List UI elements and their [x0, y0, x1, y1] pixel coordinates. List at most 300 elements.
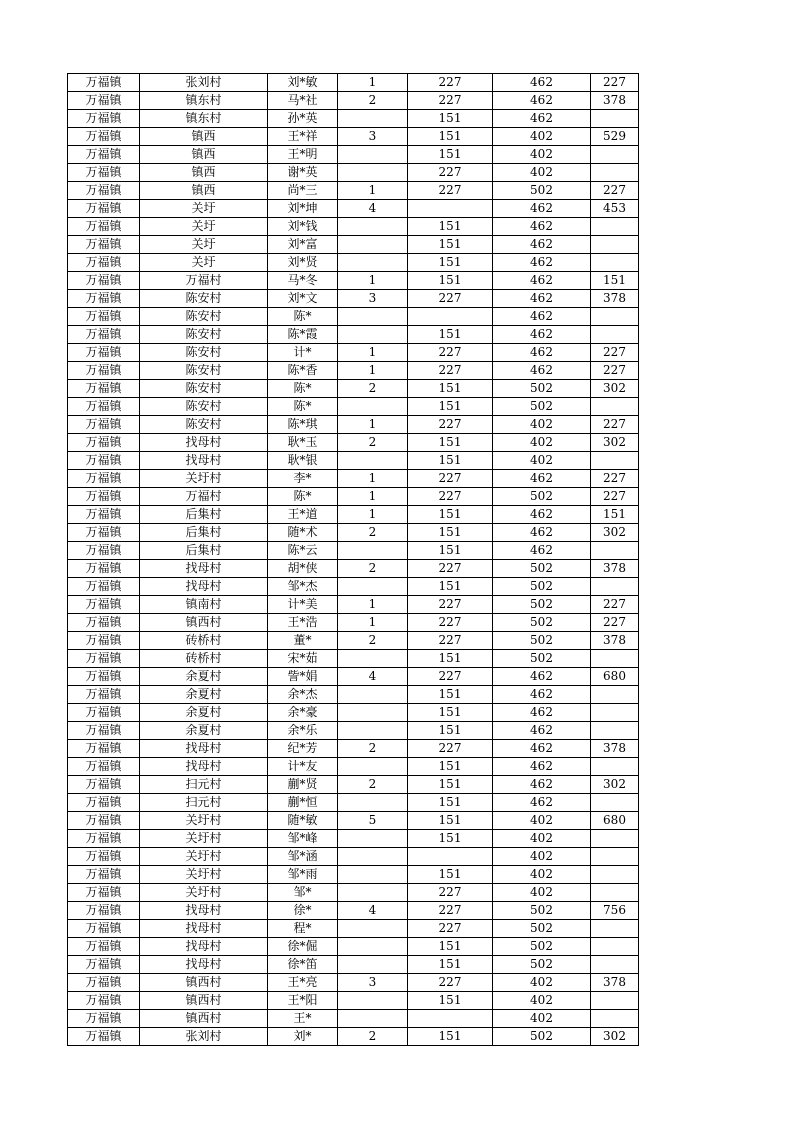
- village-cell: 张刘村: [140, 1028, 268, 1046]
- town-cell: 万福镇: [68, 956, 140, 974]
- village-cell: 陈安村: [140, 290, 268, 308]
- town-cell: 万福镇: [68, 488, 140, 506]
- count-cell: 4: [338, 902, 408, 920]
- table-row: [68, 182, 639, 200]
- amount-b-cell: 502: [493, 902, 591, 920]
- village-cell: 陈安村: [140, 308, 268, 326]
- town-cell: 万福镇: [68, 992, 140, 1010]
- count-cell: [338, 1010, 408, 1028]
- name-cell: 王*道: [268, 506, 338, 524]
- count-cell: [338, 830, 408, 848]
- count-cell: [338, 848, 408, 866]
- amount-b-cell: 462: [493, 776, 591, 794]
- amount-b-cell: 402: [493, 812, 591, 830]
- amount-a-cell: 151: [408, 272, 493, 290]
- town-cell: 万福镇: [68, 416, 140, 434]
- table-row: [68, 812, 639, 830]
- total-cell: [591, 830, 639, 848]
- town-cell: 万福镇: [68, 650, 140, 668]
- amount-a-cell: 151: [408, 524, 493, 542]
- table-row: [68, 902, 639, 920]
- table-row: [68, 218, 639, 236]
- amount-a-cell: 227: [408, 164, 493, 182]
- amount-b-cell: 462: [493, 308, 591, 326]
- village-cell: 镇西: [140, 146, 268, 164]
- town-cell: 万福镇: [68, 74, 140, 92]
- village-cell: 陈安村: [140, 326, 268, 344]
- total-cell: 756: [591, 902, 639, 920]
- village-cell: 关圩: [140, 236, 268, 254]
- village-cell: 万福村: [140, 488, 268, 506]
- name-cell: 随*敏: [268, 812, 338, 830]
- count-cell: [338, 164, 408, 182]
- town-cell: 万福镇: [68, 848, 140, 866]
- total-cell: 680: [591, 668, 639, 686]
- count-cell: [338, 146, 408, 164]
- name-cell: 计*: [268, 344, 338, 362]
- town-cell: 万福镇: [68, 920, 140, 938]
- name-cell: 徐*笛: [268, 956, 338, 974]
- village-cell: 关圩村: [140, 866, 268, 884]
- town-cell: 万福镇: [68, 128, 140, 146]
- amount-a-cell: 151: [408, 452, 493, 470]
- amount-b-cell: 402: [493, 884, 591, 902]
- table-row: [68, 254, 639, 272]
- village-cell: 砖桥村: [140, 650, 268, 668]
- name-cell: 蒯*贤: [268, 776, 338, 794]
- table-row: [68, 236, 639, 254]
- count-cell: 2: [338, 740, 408, 758]
- table-row: [68, 362, 639, 380]
- table-row: [68, 344, 639, 362]
- village-cell: 关圩村: [140, 884, 268, 902]
- count-cell: 2: [338, 632, 408, 650]
- total-cell: [591, 956, 639, 974]
- name-cell: 计*友: [268, 758, 338, 776]
- village-cell: 余夏村: [140, 704, 268, 722]
- total-cell: 227: [591, 362, 639, 380]
- table-row: [68, 272, 639, 290]
- count-cell: [338, 236, 408, 254]
- amount-a-cell: 151: [408, 956, 493, 974]
- table-row: [68, 848, 639, 866]
- count-cell: [338, 884, 408, 902]
- table-row: [68, 578, 639, 596]
- village-cell: 万福村: [140, 272, 268, 290]
- count-cell: [338, 866, 408, 884]
- amount-a-cell: 227: [408, 974, 493, 992]
- name-cell: 董*: [268, 632, 338, 650]
- village-cell: 陈安村: [140, 380, 268, 398]
- count-cell: 2: [338, 92, 408, 110]
- table-row: [68, 542, 639, 560]
- table-row: [68, 866, 639, 884]
- town-cell: 万福镇: [68, 542, 140, 560]
- amount-a-cell: 151: [408, 866, 493, 884]
- village-cell: 余夏村: [140, 668, 268, 686]
- total-cell: [591, 704, 639, 722]
- name-cell: 胡*侠: [268, 560, 338, 578]
- town-cell: 万福镇: [68, 722, 140, 740]
- name-cell: 计*美: [268, 596, 338, 614]
- town-cell: 万福镇: [68, 704, 140, 722]
- table-row: [68, 146, 639, 164]
- amount-a-cell: 227: [408, 344, 493, 362]
- village-cell: 找母村: [140, 452, 268, 470]
- village-cell: 镇西: [140, 164, 268, 182]
- village-cell: 张刘村: [140, 74, 268, 92]
- count-cell: 2: [338, 1028, 408, 1046]
- table-row: [68, 506, 639, 524]
- name-cell: 徐*: [268, 902, 338, 920]
- count-cell: 4: [338, 668, 408, 686]
- amount-b-cell: 462: [493, 200, 591, 218]
- count-cell: 4: [338, 200, 408, 218]
- village-cell: 镇西: [140, 128, 268, 146]
- count-cell: [338, 686, 408, 704]
- table-row: [68, 920, 639, 938]
- amount-b-cell: 462: [493, 686, 591, 704]
- amount-a-cell: 151: [408, 326, 493, 344]
- data-table: [67, 73, 639, 1046]
- total-cell: 302: [591, 380, 639, 398]
- count-cell: 1: [338, 488, 408, 506]
- town-cell: 万福镇: [68, 434, 140, 452]
- name-cell: 余*乐: [268, 722, 338, 740]
- total-cell: 378: [591, 560, 639, 578]
- table-row: [68, 956, 639, 974]
- amount-b-cell: 462: [493, 254, 591, 272]
- amount-b-cell: 402: [493, 974, 591, 992]
- village-cell: 找母村: [140, 758, 268, 776]
- table-row: [68, 128, 639, 146]
- total-cell: [591, 452, 639, 470]
- amount-b-cell: 502: [493, 614, 591, 632]
- total-cell: [591, 884, 639, 902]
- name-cell: 陈*霞: [268, 326, 338, 344]
- town-cell: 万福镇: [68, 578, 140, 596]
- amount-b-cell: 402: [493, 830, 591, 848]
- table-row: [68, 884, 639, 902]
- village-cell: 余夏村: [140, 722, 268, 740]
- name-cell: 邹*涵: [268, 848, 338, 866]
- table-row: [68, 398, 639, 416]
- amount-b-cell: 462: [493, 290, 591, 308]
- amount-b-cell: 502: [493, 578, 591, 596]
- village-cell: 找母村: [140, 902, 268, 920]
- amount-a-cell: 227: [408, 470, 493, 488]
- total-cell: [591, 218, 639, 236]
- town-cell: 万福镇: [68, 236, 140, 254]
- village-cell: 镇西村: [140, 1010, 268, 1028]
- name-cell: 王*: [268, 1010, 338, 1028]
- town-cell: 万福镇: [68, 596, 140, 614]
- count-cell: [338, 110, 408, 128]
- count-cell: [338, 920, 408, 938]
- amount-b-cell: 462: [493, 326, 591, 344]
- amount-a-cell: 227: [408, 902, 493, 920]
- count-cell: [338, 326, 408, 344]
- amount-a-cell: 151: [408, 236, 493, 254]
- town-cell: 万福镇: [68, 560, 140, 578]
- amount-a-cell: 151: [408, 1028, 493, 1046]
- name-cell: 谢*英: [268, 164, 338, 182]
- town-cell: 万福镇: [68, 344, 140, 362]
- table-row: [68, 992, 639, 1010]
- amount-b-cell: 402: [493, 452, 591, 470]
- amount-b-cell: 502: [493, 1028, 591, 1046]
- village-cell: 找母村: [140, 956, 268, 974]
- amount-b-cell: 462: [493, 74, 591, 92]
- amount-a-cell: 227: [408, 92, 493, 110]
- name-cell: 蒯*恒: [268, 794, 338, 812]
- table-row: [68, 92, 639, 110]
- total-cell: 529: [591, 128, 639, 146]
- amount-b-cell: 502: [493, 632, 591, 650]
- name-cell: 宋*茹: [268, 650, 338, 668]
- table-row: [68, 524, 639, 542]
- name-cell: 耿*玉: [268, 434, 338, 452]
- name-cell: 王*祥: [268, 128, 338, 146]
- total-cell: [591, 542, 639, 560]
- name-cell: 刘*敏: [268, 74, 338, 92]
- count-cell: [338, 578, 408, 596]
- village-cell: 砖桥村: [140, 632, 268, 650]
- table-row: [68, 308, 639, 326]
- amount-a-cell: 227: [408, 740, 493, 758]
- name-cell: 耿*银: [268, 452, 338, 470]
- amount-a-cell: 151: [408, 722, 493, 740]
- amount-b-cell: 462: [493, 362, 591, 380]
- count-cell: [338, 452, 408, 470]
- count-cell: 1: [338, 272, 408, 290]
- amount-a-cell: 151: [408, 380, 493, 398]
- amount-b-cell: 402: [493, 434, 591, 452]
- village-cell: 扫元村: [140, 794, 268, 812]
- total-cell: [591, 110, 639, 128]
- table-row: [68, 740, 639, 758]
- town-cell: 万福镇: [68, 92, 140, 110]
- amount-b-cell: 402: [493, 128, 591, 146]
- amount-a-cell: 227: [408, 920, 493, 938]
- name-cell: 王*阳: [268, 992, 338, 1010]
- count-cell: 1: [338, 182, 408, 200]
- count-cell: [338, 650, 408, 668]
- total-cell: 227: [591, 596, 639, 614]
- total-cell: 227: [591, 416, 639, 434]
- count-cell: 3: [338, 974, 408, 992]
- name-cell: 陈*琪: [268, 416, 338, 434]
- amount-b-cell: 402: [493, 416, 591, 434]
- table-row: [68, 686, 639, 704]
- town-cell: 万福镇: [68, 812, 140, 830]
- amount-b-cell: 462: [493, 272, 591, 290]
- count-cell: 1: [338, 416, 408, 434]
- town-cell: 万福镇: [68, 740, 140, 758]
- amount-a-cell: 227: [408, 362, 493, 380]
- amount-a-cell: [408, 848, 493, 866]
- amount-a-cell: 151: [408, 830, 493, 848]
- town-cell: 万福镇: [68, 308, 140, 326]
- total-cell: 151: [591, 272, 639, 290]
- amount-a-cell: 227: [408, 416, 493, 434]
- amount-b-cell: 462: [493, 110, 591, 128]
- town-cell: 万福镇: [68, 938, 140, 956]
- village-cell: 镇西村: [140, 992, 268, 1010]
- count-cell: 2: [338, 560, 408, 578]
- count-cell: 5: [338, 812, 408, 830]
- amount-a-cell: 151: [408, 398, 493, 416]
- town-cell: 万福镇: [68, 758, 140, 776]
- amount-b-cell: 502: [493, 398, 591, 416]
- town-cell: 万福镇: [68, 218, 140, 236]
- total-cell: [591, 758, 639, 776]
- name-cell: 刘*钱: [268, 218, 338, 236]
- total-cell: 302: [591, 434, 639, 452]
- amount-a-cell: 227: [408, 488, 493, 506]
- amount-b-cell: 462: [493, 794, 591, 812]
- count-cell: 2: [338, 776, 408, 794]
- amount-b-cell: 402: [493, 866, 591, 884]
- name-cell: 马*冬: [268, 272, 338, 290]
- amount-b-cell: 462: [493, 704, 591, 722]
- name-cell: 邹*杰: [268, 578, 338, 596]
- amount-a-cell: 227: [408, 884, 493, 902]
- total-cell: 453: [591, 200, 639, 218]
- town-cell: 万福镇: [68, 794, 140, 812]
- village-cell: 扫元村: [140, 776, 268, 794]
- count-cell: 2: [338, 524, 408, 542]
- name-cell: 陈*: [268, 308, 338, 326]
- table-row: [68, 722, 639, 740]
- amount-a-cell: 151: [408, 578, 493, 596]
- village-cell: 陈安村: [140, 344, 268, 362]
- amount-a-cell: 151: [408, 758, 493, 776]
- total-cell: [591, 920, 639, 938]
- table-row: [68, 1028, 639, 1046]
- count-cell: 1: [338, 362, 408, 380]
- amount-b-cell: 502: [493, 920, 591, 938]
- amount-a-cell: 151: [408, 254, 493, 272]
- table-row: [68, 560, 639, 578]
- amount-b-cell: 462: [493, 542, 591, 560]
- count-cell: 1: [338, 470, 408, 488]
- name-cell: 徐*倔: [268, 938, 338, 956]
- town-cell: 万福镇: [68, 884, 140, 902]
- town-cell: 万福镇: [68, 866, 140, 884]
- town-cell: 万福镇: [68, 272, 140, 290]
- total-cell: [591, 254, 639, 272]
- total-cell: [591, 848, 639, 866]
- name-cell: 孙*英: [268, 110, 338, 128]
- name-cell: 刘*文: [268, 290, 338, 308]
- amount-b-cell: 502: [493, 182, 591, 200]
- amount-b-cell: 502: [493, 956, 591, 974]
- table-row: [68, 668, 639, 686]
- total-cell: [591, 650, 639, 668]
- town-cell: 万福镇: [68, 524, 140, 542]
- town-cell: 万福镇: [68, 668, 140, 686]
- amount-a-cell: 151: [408, 506, 493, 524]
- amount-a-cell: 151: [408, 686, 493, 704]
- amount-a-cell: 151: [408, 938, 493, 956]
- count-cell: 2: [338, 380, 408, 398]
- amount-b-cell: 462: [493, 218, 591, 236]
- town-cell: 万福镇: [68, 470, 140, 488]
- total-cell: 227: [591, 182, 639, 200]
- count-cell: [338, 218, 408, 236]
- name-cell: 刘*坤: [268, 200, 338, 218]
- amount-a-cell: 151: [408, 542, 493, 560]
- name-cell: 尚*三: [268, 182, 338, 200]
- town-cell: 万福镇: [68, 452, 140, 470]
- name-cell: 陈*香: [268, 362, 338, 380]
- amount-b-cell: 462: [493, 236, 591, 254]
- total-cell: 378: [591, 92, 639, 110]
- table-row: [68, 74, 639, 92]
- town-cell: 万福镇: [68, 1010, 140, 1028]
- amount-a-cell: 151: [408, 776, 493, 794]
- amount-b-cell: 462: [493, 524, 591, 542]
- count-cell: 1: [338, 344, 408, 362]
- town-cell: 万福镇: [68, 902, 140, 920]
- name-cell: 随*术: [268, 524, 338, 542]
- table-row: [68, 380, 639, 398]
- village-cell: 关圩村: [140, 830, 268, 848]
- name-cell: 刘*: [268, 1028, 338, 1046]
- amount-b-cell: 402: [493, 1010, 591, 1028]
- count-cell: [338, 956, 408, 974]
- amount-a-cell: 151: [408, 650, 493, 668]
- table-row: [68, 434, 639, 452]
- total-cell: [591, 578, 639, 596]
- amount-b-cell: 462: [493, 506, 591, 524]
- table-body: [68, 74, 639, 1046]
- total-cell: 302: [591, 1028, 639, 1046]
- total-cell: [591, 992, 639, 1010]
- table-row: [68, 110, 639, 128]
- total-cell: [591, 326, 639, 344]
- table-row: [68, 488, 639, 506]
- amount-b-cell: 402: [493, 164, 591, 182]
- table-row: [68, 938, 639, 956]
- town-cell: 万福镇: [68, 326, 140, 344]
- amount-a-cell: 227: [408, 668, 493, 686]
- amount-a-cell: [408, 1010, 493, 1028]
- village-cell: 镇西村: [140, 614, 268, 632]
- name-cell: 邹*峰: [268, 830, 338, 848]
- town-cell: 万福镇: [68, 974, 140, 992]
- name-cell: 邹*雨: [268, 866, 338, 884]
- total-cell: 378: [591, 290, 639, 308]
- amount-a-cell: 151: [408, 128, 493, 146]
- amount-a-cell: 151: [408, 794, 493, 812]
- amount-b-cell: 462: [493, 740, 591, 758]
- town-cell: 万福镇: [68, 1028, 140, 1046]
- town-cell: 万福镇: [68, 110, 140, 128]
- village-cell: 找母村: [140, 578, 268, 596]
- amount-a-cell: 151: [408, 434, 493, 452]
- village-cell: 镇西: [140, 182, 268, 200]
- count-cell: 1: [338, 614, 408, 632]
- town-cell: 万福镇: [68, 182, 140, 200]
- table-row: [68, 650, 639, 668]
- count-cell: [338, 398, 408, 416]
- table-row: [68, 704, 639, 722]
- name-cell: 訾*娟: [268, 668, 338, 686]
- amount-a-cell: 227: [408, 182, 493, 200]
- town-cell: 万福镇: [68, 200, 140, 218]
